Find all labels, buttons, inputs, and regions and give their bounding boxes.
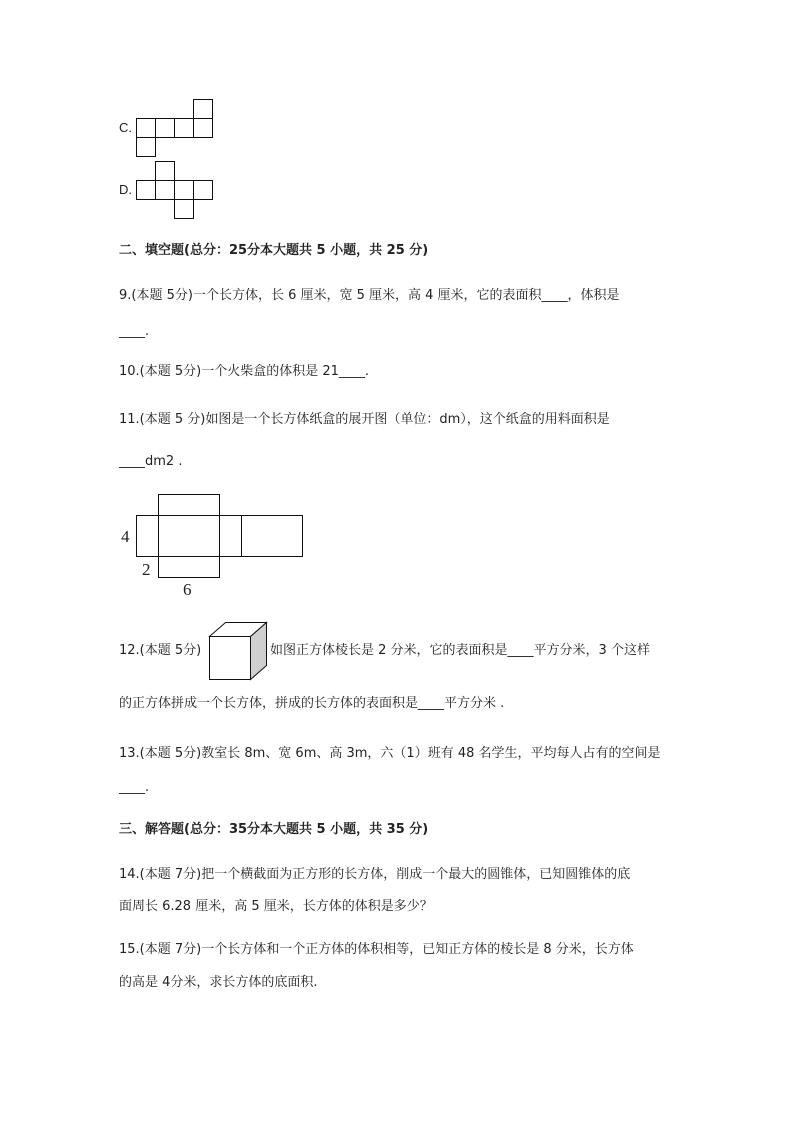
option-d-label: D.	[119, 182, 132, 197]
question-14-line-1: 14.(本题 7分)把一个横截面为正方形的长方体，削成一个最大的圆锥体，已知圆锥体的底	[119, 867, 631, 882]
question-15-line-2: 的高是 4分米，求长方体的底面积.	[119, 975, 318, 990]
question-15-line-1: 15.(本题 7分)一个长方体和一个正方体的体积相等，已知正方体的棱长是 8 分米，长方体	[119, 942, 634, 957]
question-9-line-2: ____.	[119, 324, 150, 339]
question-13-line-2: ____.	[119, 780, 150, 795]
question-11-line-1: 11.(本题 5 分)如图是一个长方体纸盒的展开图（单位：dm），这个纸盒的用料面积是	[119, 412, 610, 427]
question-12-prefix: 12.(本题 5分)	[119, 643, 202, 658]
section-3-header: 三、解答题(总分：35分本大题共 5 小题，共 35 分)	[119, 822, 429, 837]
figure-label-height: 4	[121, 527, 130, 546]
question-10-line-1: 10.(本题 5分)一个火柴盒的体积是 21____.	[119, 364, 370, 379]
question-12-line-2: 的正方体拼成一个长方体，拼成的长方体的表面积是____平方分米 .	[119, 696, 505, 711]
question-11-line-2: ____dm2 .	[119, 454, 183, 469]
question-14-line-2: 面周长 6.28 厘米，高 5 厘米，长方体的体积是多少？	[119, 899, 433, 914]
section-2-header: 二、填空题(总分：25分本大题共 5 小题，共 25 分)	[119, 243, 429, 258]
figure-label-length: 6	[183, 580, 192, 599]
option-c-label: C.	[119, 120, 132, 135]
figure-label-width: 2	[142, 560, 151, 579]
question-12-line-1: 如图正方体棱长是 2 分米，它的表面积是____平方分米，3 个这样	[270, 643, 650, 658]
question-9-line-1: 9.(本题 5分)一个长方体，长 6 厘米，宽 5 厘米，高 4 厘米，它的表面积____，体积是	[119, 288, 620, 303]
question-13-line-1: 13.(本题 5分)教室长 8m、宽 6m、高 3m，六（1）班有 48 名学生，平均每人占有的空间是	[119, 746, 661, 761]
